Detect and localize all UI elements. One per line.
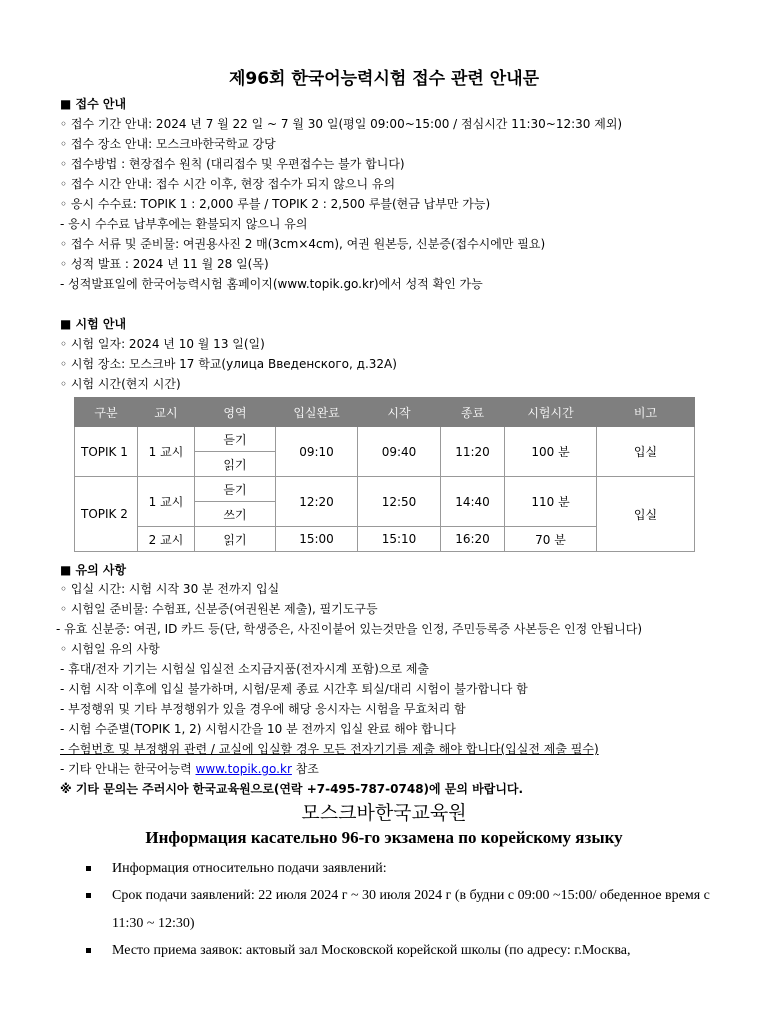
notice-valid-id: - 유효 신분증: 여권, ID 카드 등(단, 학생증은, 사진이붙어 있는것만을 인정, 주민등록증 사본등은 인정 안됩니다) bbox=[56, 622, 643, 636]
notice-devices: - 휴대/전자 기기는 시험실 입실전 소지금지품(전자시계 포함)으로 제출 bbox=[60, 662, 430, 676]
list-item: Срок подачи заявлений: 22 июля 2024 г ~ 30 июля 2024 г (в будни с 09:00 ~15:00/ обеденное время с 11:30 ~ 12:30) bbox=[92, 882, 732, 938]
area-cell: 읽기 bbox=[195, 452, 276, 477]
col-header: 시험시간 bbox=[505, 398, 597, 427]
notice-cheating: - 부정행위 및 기타 부정행위가 있을 경우에 해당 응시자는 시험을 무효처리 함 bbox=[60, 702, 466, 716]
registration-method: ◦ 접수방법 : 현장접수 원칙 (대리접수 및 우편접수는 불가 합니다) bbox=[60, 157, 405, 171]
exam-timetable-label: ◦ 시험 시간(현지 시간) bbox=[60, 377, 181, 391]
results-site-note: - 성적발표일에 한국어능력시험 홈페이지(www.topik.go.kr)에서 성적 확인 가능 bbox=[60, 277, 483, 291]
notice-submit-devices: - 수험번호 및 부정행위 관련 / 교실에 입실할 경우 모든 전자기기를 제출 해야 합니다(입실전 제출 필수) bbox=[60, 742, 599, 756]
notice-exam-day: ◦ 시험일 유의 사항 bbox=[60, 642, 160, 656]
end-time-cell: 14:40 bbox=[441, 477, 505, 527]
period-cell: 1 교시 bbox=[138, 427, 195, 477]
notice-level-entry: - 시험 수준별(TOPIK 1, 2) 시험시간을 10 분 전까지 입실 완료 해야 합니다 bbox=[60, 722, 456, 736]
results-date: ◦ 성적 발표 : 2024 년 11 월 28 일(목) bbox=[60, 257, 269, 271]
table-row bbox=[75, 427, 695, 452]
area-cell: 듣기 bbox=[195, 477, 276, 502]
table-header-row bbox=[75, 398, 695, 427]
level-cell: TOPIK 1 bbox=[75, 427, 138, 477]
notice-heading: ■ 유의 사항 bbox=[60, 563, 127, 577]
entry-time-cell: 15:00 bbox=[276, 527, 358, 552]
bullet-icon bbox=[86, 948, 91, 953]
notice-entry-time: ◦ 입실 시간: 시험 시작 30 분 전까지 입실 bbox=[60, 582, 280, 596]
area-cell: 읽기 bbox=[195, 527, 276, 552]
russian-title: Информация касательно 96-го экзамена по корейскому языку bbox=[145, 828, 623, 847]
start-time-cell: 09:40 bbox=[358, 427, 441, 477]
table-row bbox=[75, 477, 695, 502]
notice-contact: ※ 기타 문의는 주러시아 한국교육원으로(연락 +7-495-787-0748)에 문의 바랍니다. bbox=[60, 782, 524, 796]
more-info-suffix: 참조 bbox=[291, 762, 319, 776]
registration-place: ◦ 접수 장소 안내: 모스크바한국학교 강당 bbox=[60, 137, 276, 151]
note-cell: 입실 bbox=[597, 427, 695, 477]
notice-more-info bbox=[60, 761, 319, 777]
duration-cell: 110 분 bbox=[505, 477, 597, 527]
exam-place: ◦ 시험 장소: 모스크바 17 학교(улица Введенского, д.32А) bbox=[60, 357, 397, 371]
topik-link[interactable]: www.topik.go.kr bbox=[195, 762, 292, 776]
entry-time-cell: 12:20 bbox=[276, 477, 358, 527]
bullet-icon bbox=[86, 893, 91, 898]
list-item: Место приема заявок: актовый зал Московской корейской школы (по адресу: г.Москва, bbox=[92, 937, 732, 965]
registration-refund-note: - 응시 수수료 납부후에는 환불되지 않으니 유의 bbox=[60, 217, 308, 231]
exam-heading: ■ 시험 안내 bbox=[60, 317, 127, 331]
col-header: 시작 bbox=[358, 398, 441, 427]
period-cell: 2 교시 bbox=[138, 527, 195, 552]
more-info-prefix: - 기타 안내는 한국어능력 bbox=[60, 762, 196, 776]
duration-cell: 70 분 bbox=[505, 527, 597, 552]
level-cell: TOPIK 2 bbox=[75, 477, 138, 552]
registration-heading: ■ 접수 안내 bbox=[60, 97, 127, 111]
start-time-cell: 12:50 bbox=[358, 477, 441, 527]
duration-cell: 100 분 bbox=[505, 427, 597, 477]
notice-items: ◦ 시험일 준비물: 수험표, 신분증(여권원본 제출), 필기도구등 bbox=[60, 602, 378, 616]
col-header: 입실완료 bbox=[276, 398, 358, 427]
bullet-icon bbox=[86, 866, 91, 871]
area-cell: 듣기 bbox=[195, 427, 276, 452]
entry-time-cell: 09:10 bbox=[276, 427, 358, 477]
list-item: Информация относительно подачи заявлений: bbox=[92, 855, 732, 883]
col-header: 종료 bbox=[441, 398, 505, 427]
registration-time-note: ◦ 접수 시간 안내: 접수 시간 이후, 현장 접수가 되지 않으니 유의 bbox=[60, 177, 396, 191]
col-header: 비고 bbox=[597, 398, 695, 427]
start-time-cell: 15:10 bbox=[358, 527, 441, 552]
exam-schedule-table bbox=[74, 397, 695, 552]
exam-date: ◦ 시험 일자: 2024 년 10 월 13 일(일) bbox=[60, 337, 265, 351]
period-cell: 1 교시 bbox=[138, 477, 195, 527]
registration-fee: ◦ 응시 수수료: TOPIK 1 : 2,000 루블 / TOPIK 2 : 2,500 루블(현금 납부만 가능) bbox=[60, 197, 491, 211]
notice-late-entry: - 시험 시작 이후에 입실 불가하며, 시험/문제 종료 시간후 퇴실/대리 시험이 불가합니다 함 bbox=[60, 682, 528, 696]
registration-period: ◦ 접수 기간 안내: 2024 년 7 월 22 일 ~ 7 월 30 일(평일 09:00~15:00 / 점심시간 11:30~12:30 제외) bbox=[60, 117, 623, 131]
note-cell: 입실 bbox=[597, 477, 695, 552]
col-header: 교시 bbox=[138, 398, 195, 427]
registration-documents: ◦ 접수 서류 및 준비물: 여권용사진 2 매(3cm×4cm), 여권 원본등, 신분증(접수시에만 필요) bbox=[60, 237, 546, 251]
end-time-cell: 16:20 bbox=[441, 527, 505, 552]
col-header: 영역 bbox=[195, 398, 276, 427]
page-title: 제96회 한국어능력시험 접수 관련 안내문 bbox=[228, 69, 540, 89]
col-header: 구분 bbox=[75, 398, 138, 427]
russian-header: 모스크바한국교육원 bbox=[301, 803, 467, 824]
end-time-cell: 11:20 bbox=[441, 427, 505, 477]
area-cell: 쓰기 bbox=[195, 502, 276, 527]
